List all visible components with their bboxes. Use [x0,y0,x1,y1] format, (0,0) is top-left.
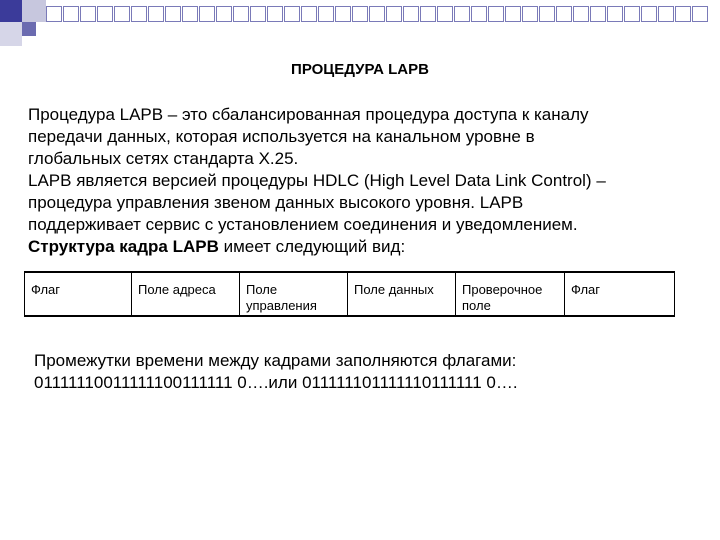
frame-field-checksum: Проверочное поле [456,272,565,316]
paragraph-line: LAPB является версией процедуры HDLC (High Level Data Link Control) – [28,171,606,190]
frame-structure-table [24,271,675,317]
frame-field-address: Поле адреса [132,272,240,316]
frame-structure-line [28,236,668,258]
description-paragraph [28,104,668,258]
paragraph-line: поддерживает сервис с установлением соединения и уведомлением. [28,215,578,234]
frame-structure-bold: Структура кадра LAPB [28,237,219,256]
table-row [25,272,675,316]
flags-note [34,350,674,394]
frame-field-flag-end: Флаг [565,272,675,316]
paragraph-line: передачи данных, которая используется на канальном уровне в [28,127,535,146]
paragraph-line: глобальных сетях стандарта Х.25. [28,149,299,168]
paragraph-line: Процедура LAPB – это сбалансированная процедура доступа к каналу [28,105,589,124]
frame-field-data: Поле данных [348,272,456,316]
frame-structure-rest: имеет следующий вид: [218,237,406,256]
frame-field-flag-start: Флаг [25,272,132,316]
frame-field-control: Поле управления [240,272,348,316]
flags-note-line: Промежутки времени между кадрами заполняются флагами: [34,351,517,370]
flags-sequence-line: 01111110011111100111111 0….или 011111101111110111111 0…. [34,373,518,392]
page-title: ПРОЦЕДУРА LAPB [291,61,429,78]
decorative-squares [0,0,720,48]
paragraph-line: процедура управления звеном данных высокого уровня. LAPB [28,193,524,212]
